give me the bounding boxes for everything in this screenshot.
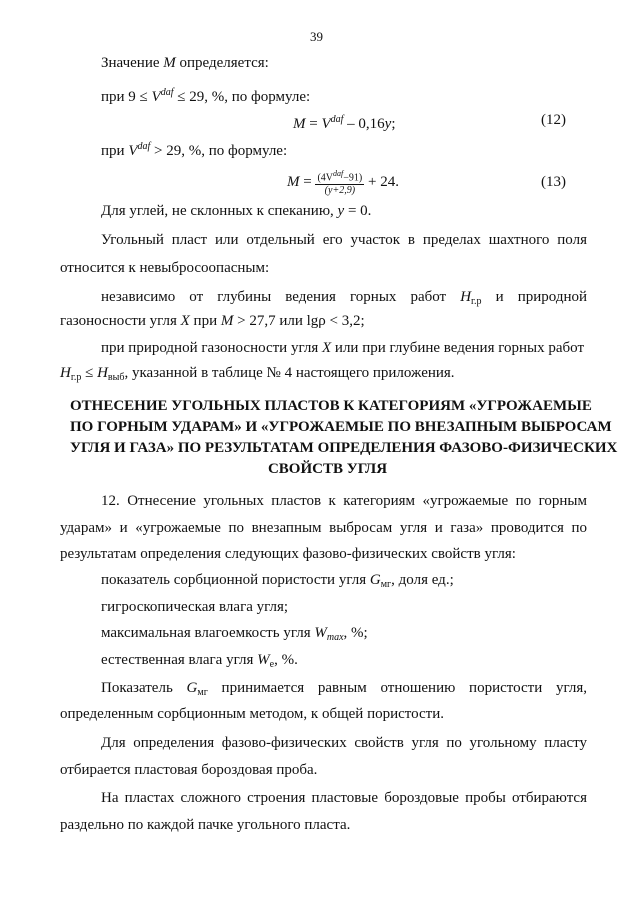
condition-high-volatile: при $V^{daf} > 29$, %, по формуле: <box>101 141 288 159</box>
paragraph-gmg-l1: Показатель $G_{мг}$ принимается равным отношению пористости угля, <box>101 680 587 698</box>
paragraph-m-definition: Значение M определяется: <box>101 55 269 71</box>
formula-13-fraction: $\frac{(4V^{daf}-91)}{(y+2,9)}$ <box>317 168 363 197</box>
paragraph-complex-seams-l2: раздельно по каждой пачке угольного пласта. <box>60 817 351 833</box>
condition-gas-content-l1: при природной газоносности угля X или при глубине ведения горных работ <box>101 340 585 356</box>
paragraph-non-outburst-l2: относится к невыбросоопасным: <box>60 260 270 276</box>
condition-gas-content-l2: $H_{г.р} \le H_{выб}$, указанной в таблице № 4 настоящего приложения. <box>60 365 455 383</box>
condition-any-depth-l1: независимо от глубины ведения горных работ $H_{г.р}$ и природной <box>101 289 588 307</box>
condition-low-volatile: при $9 \le V^{daf} \le 29$, %, по формуле: <box>101 87 311 105</box>
list-item-sorption-porosity: показатель сорбционной пористости угля $G_{мг}$, доля ед.; <box>101 572 454 590</box>
paragraph-12-l3: результатам определения следующих фазово-физических свойств угля: <box>60 546 516 562</box>
section-heading-line-1: ОТНЕСЕНИЕ УГОЛЬНЫХ ПЛАСТОВ К КАТЕГОРИЯМ «УГРОЖАЕМЫЕ <box>70 398 592 414</box>
page-number: 39 <box>310 29 323 44</box>
paragraph-12-l2: ударам» и «угрожаемые по внезапным выбросам угля и газа» проводится по <box>60 520 587 536</box>
paragraph-complex-seams-l1: На пластах сложного строения пластовые бороздовые пробы отбираются <box>101 790 587 806</box>
paragraph-sampling-l2: отбирается пластовая бороздовая проба. <box>60 762 318 778</box>
list-item-natural-moisture: естественная влага угля $W_е$, %. <box>101 652 298 670</box>
paragraph-non-coking: Для углей, не склонных к спеканию, y = 0. <box>101 203 372 219</box>
formula-12: $M = V^{daf} - 0,16y$; <box>293 114 396 132</box>
formula-12-number: (12) <box>541 112 566 128</box>
list-item-hygroscopic-moisture: гигроскопическая влага угля; <box>101 599 289 615</box>
section-heading-line-3: УГЛЯ И ГАЗА» ПО РЕЗУЛЬТАТАМ ОПРЕДЕЛЕНИЯ ФАЗОВО-ФИЗИЧЕСКИХ <box>70 440 618 456</box>
paragraph-gmg-l2: определенным сорбционным методом, к общей пористости. <box>60 706 445 722</box>
paragraph-non-outburst-l1: Угольный пласт или отдельный его участок в пределах шахтного поля <box>101 232 587 248</box>
section-heading-line-2: ПО ГОРНЫМ УДАРАМ» И «УГРОЖАЕМЫЕ ПО ВНЕЗАПНЫМ ВЫБРОСАМ <box>70 419 612 435</box>
condition-any-depth-l2: газоносности угля X при M > 27,7 или lgρ < 3,2; <box>60 313 365 329</box>
paragraph-12-l1: 12. Отнесение угольных пластов к категориям «угрожаемые по горным <box>101 493 587 509</box>
formula-13-number: (13) <box>541 174 566 190</box>
paragraph-sampling-l1: Для определения фазово-физических свойств угля по угольному пласту <box>101 735 587 751</box>
formula-13: M = $\frac{(4V^{daf}-91)}{(y+2,9)}$ + 24. <box>287 168 399 197</box>
section-heading-line-4: СВОЙСТВ УГЛЯ <box>267 461 388 477</box>
list-item-max-moisture: максимальная влагоемкость угля $W_{max}$, %; <box>101 625 368 643</box>
